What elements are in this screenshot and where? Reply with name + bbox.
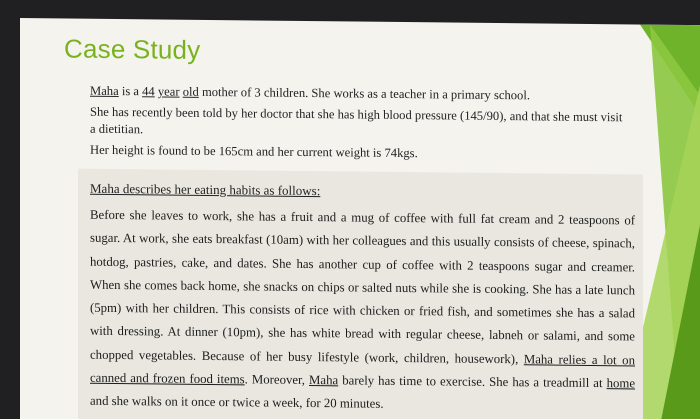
intro-text [90,83,630,169]
eating-habits-text: Before she leaves to work, she has a fruit and a mug of coffee with full fat cream and 2 teaspoons of sugar. At work, she eats breakfast (10am) with her colleagues and this usually consists of cheese, spinach, hotdog, pastries, cake, and dates. She has another cup of coffee with 2 teaspoons sugar and creamer. When she comes back home, she snacks on chips or salted nuts while she is cooking. She has a late lunch (5pm) with her children. This consists of rice with chicken or fried fish, and sometimes she has a salad with dressing. At dinner (10pm), she has white bread with regular cheese, labneh or salami, and some chopped vegetables. Because of her busy lifestyle (work, children, housework), Maha relies a lot on canned and frozen food items. Moreover, Maha barely has time to exercise. She has a treadmill at home and she walks on it once or twice a week, for 20 minutes. [90,207,635,412]
eating-habits-heading: Maha describes her eating habits as follows: [90,180,321,199]
intro-old: old [182,84,199,99]
slide [20,18,700,419]
intro-age: 44 [142,84,155,99]
intro-paragraph-3: Her height is found to be 165cm and her current weight is 74kgs. [90,142,418,161]
home-underlined: home [606,376,635,391]
intro-paragraph-2: She has recently been told by her doctor that she has high blood pressure (145/90), and that she must visit a dietitian. [90,104,623,137]
intro-name: Maha [90,83,119,99]
canned-food-underlined: Maha relies a lot on canned and frozen food items [90,352,635,387]
slide-title: Case Study [64,33,201,65]
intro-year: year [157,84,180,99]
intro-paragraph-1: Maha is a 44 year old mother of 3 children. She works as a teacher in a primary school. [90,83,530,103]
maha-underlined: Maha [309,373,339,388]
